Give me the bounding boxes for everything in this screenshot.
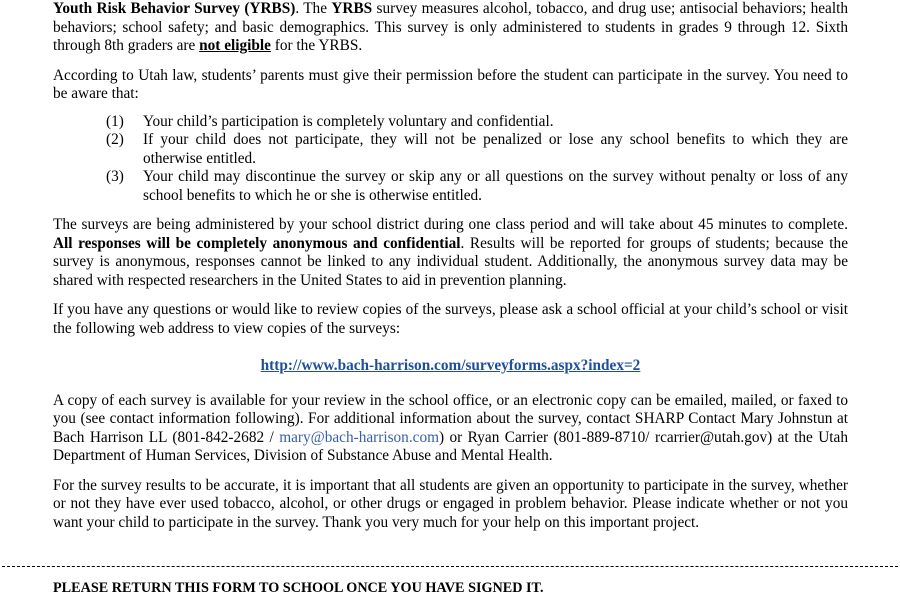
email-link[interactable]: mary@bach-harrison.com xyxy=(279,428,439,446)
survey-forms-link[interactable]: http://www.bach-harrison.com/surveyforms.aspx?index=2 xyxy=(260,357,641,374)
return-instruction: PLEASE RETURN THIS FORM TO SCHOOL ONCE YOU HAVE SIGNED IT. xyxy=(53,580,544,596)
cut-line-divider xyxy=(2,566,898,567)
intro-paragraph: Youth Risk Behavior Survey (YRBS). The YRBS survey measures alcohol, tobacco, and drug use; antisocial behaviors; health behaviors; school safety; and basic demographics. This survey is only administered to students in grades 9 through 12. Sixth through 8th graders are not eligible for the YRBS. xyxy=(53,0,848,54)
accuracy-paragraph: For the survey results to be accurate, it is important that all students are given an opportunity to participate in the survey, whether or not they have ever used tobacco, alcohol, or other drugs or engaged in problem behavior. Please indicate whether or not you want your child to participate in the survey. Thank you very much for your help on this important project. xyxy=(53,476,848,531)
list-item-text: If your child does not participate, they will not be penalized or lose any school benefits to which they are otherwise entitled. xyxy=(143,131,848,167)
rights-list xyxy=(53,113,848,206)
list-item xyxy=(53,131,848,168)
survey-abbr: YRBS xyxy=(331,0,373,17)
anonymity-emphasis: All responses will be completely anonymous and confidential xyxy=(53,234,461,252)
list-item-text: Your child’s participation is completely voluntary and confidential. xyxy=(143,112,554,130)
list-item-number: (2) xyxy=(106,131,124,148)
questions-paragraph: If you have any questions or would like to review copies of the surveys, please ask a school official at your child’s school or visit the following web address to view copies of the surveys: xyxy=(53,301,848,337)
list-item-number: (3) xyxy=(106,168,124,185)
not-eligible-emphasis: not eligible xyxy=(199,37,271,54)
document-body xyxy=(53,0,848,532)
law-paragraph: According to Utah law, students’ parents must give their permission before the student can participate in the survey. You need to be aware that: xyxy=(53,66,848,102)
list-item-text: Your child may discontinue the survey or skip any or all questions on the survey without penalty or loss of any school benefits to which he or she is otherwise entitled. xyxy=(143,168,848,204)
url-line xyxy=(53,357,848,376)
list-item-number: (1) xyxy=(106,112,124,130)
list-item xyxy=(53,168,848,205)
copy-paragraph: A copy of each survey is available for your review in the school office, or an electronic copy can be emailed, mailed, or faxed to you (see contact information following). For additional information about the survey, contact SHARP Contact Mary Johnstun at Bach Harrison LL (801-842-2682 / mary@bach-harrison.com) or Ryan Carrier (801-889-8710/ rcarrier@utah.gov) at the Utah Department of Human Services, Division of Substance Abuse and Mental Health. xyxy=(53,391,848,464)
list-item xyxy=(53,113,848,132)
survey-name: Youth Risk Behavior Survey (YRBS) xyxy=(53,0,296,17)
administration-paragraph: The surveys are being administered by your school district during one class period and will take about 45 minutes to complete. All responses will be completely anonymous and confidential. Results will be reported for groups of students; because the survey is anonymous, responses cannot be linked to any individual student. Additionally, the anonymous survey data may be shared with respected researchers in the United States to aid in prevention planning. xyxy=(53,216,848,289)
